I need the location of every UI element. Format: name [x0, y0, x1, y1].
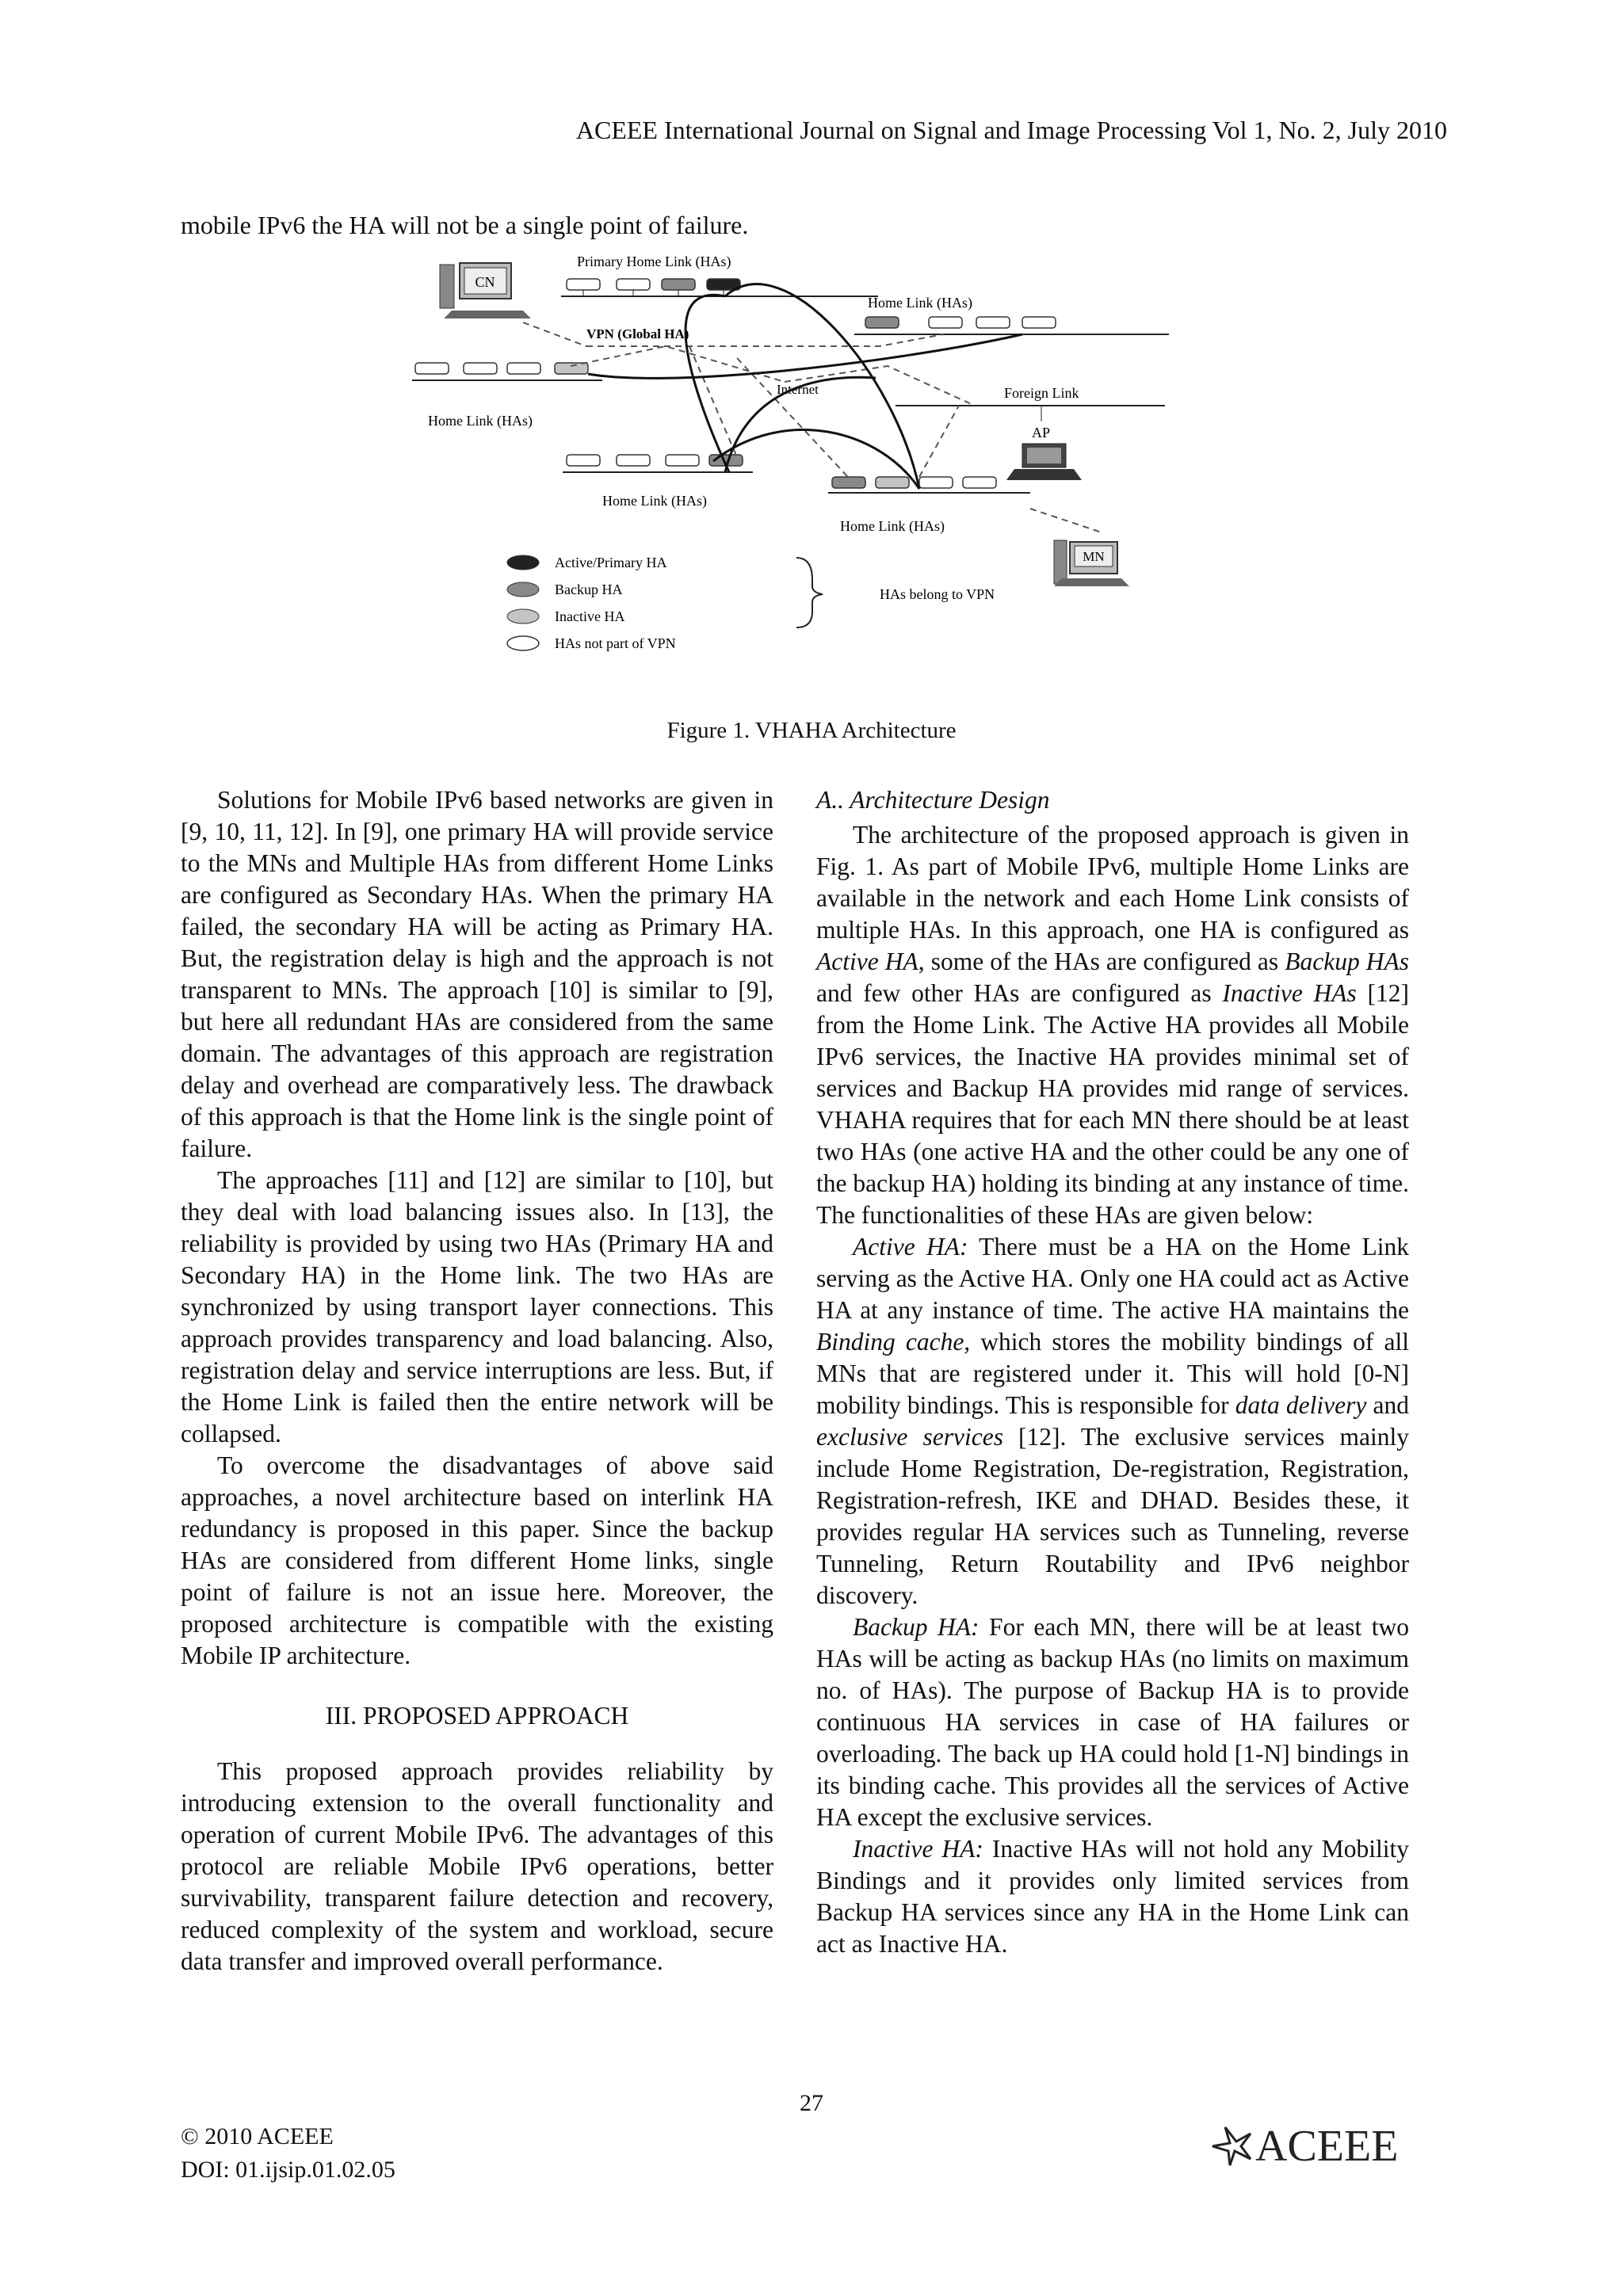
home-link-bottom-label: Home Link (HAs) [840, 518, 945, 534]
home-link-left-label: Home Link (HAs) [428, 413, 533, 429]
legend-not-vpn: HAs not part of VPN [555, 635, 676, 651]
legend-active: Active/Primary HA [555, 555, 667, 570]
figure-legend [507, 555, 995, 651]
mn-computer-icon [1054, 540, 1129, 586]
journal-header: ACEEE International Journal on Signal and Image Processing Vol 1, No. 2, July 2010 [575, 116, 1447, 144]
vpn-label: VPN (Global HA) [586, 326, 689, 341]
left-paragraph-4: This proposed approach provides reliability by introducing extension to the overall functionality and operation of current Mobile IPv6. The advantages of this protocol are reliable Mobile IPv6 operations, better survivability, transparent failure detection and recovery, reduced complexity of the system and workload, secure data transfer and improved overall performance. [181, 1757, 773, 1975]
home-link-center-label: Home Link (HAs) [602, 493, 707, 509]
ap-computer-icon [1006, 444, 1082, 480]
page-number: 27 [800, 2090, 823, 2116]
right-paragraph-backup-ha: Backup HA: For each MN, there will be at least two HAs will be acting as backup HAs (no limits on maximum no. of HAs). The purpose of Backup HA is to provide continuous HA services in case of HA failures or overloading. The back up HA could hold [1-N] bindings in its binding cache. This provides all the services of Active HA except the exclusive services. [816, 1613, 1410, 1831]
aceee-logo [1206, 2119, 1452, 2168]
left-paragraph-3: To overcome the disadvantages of above said approaches, a novel architecture based on interlink HA redundancy is proposed in this paper. Since the backup HAs are considered from different Home links, single point of failure is not an issue here. Moreover, the proposed architecture is compatible with the existing Mobile IP architecture. [181, 1451, 773, 1669]
doi: DOI: 01.ijsip.01.02.05 [181, 2157, 395, 2183]
home-link-right-label: Home Link (HAs) [868, 295, 972, 311]
star-logo-icon [1212, 2127, 1251, 2165]
left-column [181, 784, 773, 1978]
cn-computer-icon [440, 263, 531, 318]
mn-label: MN [1083, 549, 1105, 564]
legend-backup: Backup HA [555, 582, 623, 597]
copyright: © 2010 ACEEE [181, 2123, 334, 2149]
left-paragraph-1: Solutions for Mobile IPv6 based networks are given in [9, 10, 11, 12]. In [9], one primary HA will provide service to the MNs and Multiple HAs from different Home Links are configured as Secondary HAs. When the primary HA failed, the secondary HA will be acting as Primary HA. But, the registration delay is high and the approach is not transparent to MNs. The approach [10] is similar to [9], but here all redundant HAs are considered from the same domain. The advantages of this approach are registration delay and overhead are comparatively less. The drawback of this approach is that the Home link is the single point of failure. [181, 786, 773, 1162]
cn-label: CN [475, 274, 495, 290]
legend-inactive: Inactive HA [555, 608, 625, 624]
lead-sentence: mobile IPv6 the HA will not be a single point of failure. [181, 211, 749, 239]
section-heading: III. PROPOSED APPROACH [325, 1702, 629, 1730]
logo-text: ACEEE [1255, 2122, 1399, 2168]
right-paragraph-inactive-ha: Inactive HA: Inactive HAs will not hold any Mobility Bindings and it provides only limited services from Backup HA services since any HA in the Home Link can act as Inactive HA. [816, 1835, 1409, 1958]
primary-home-link-label: Primary Home Link (HAs) [577, 254, 731, 269]
right-paragraph-1: The architecture of the proposed approach is given in Fig. 1. As part of Mobile IPv6, multiple Home Links are available in the network and each Home Link consists of multiple HAs. In this approach, one HA is configured as Active HA, some of the HAs are configured as Backup HAs and few other HAs are configured as Inactive HAs [12] from the Home Link. The Active HA provides all Mobile IPv6 services, the Inactive HA provides minimal set of services and Backup HA provides mid range of services. VHAHA requires that for each MN there should be at least two HAs (one active HA and the other could be any one of the backup HA) holding its binding at any instance of time. The functionalities of these HAs are given below: [816, 821, 1409, 1229]
right-paragraph-active-ha: Active HA: There must be a HA on the Home Link serving as the Active HA. Only one HA could act as Active HA at any instance of time. The active HA maintains the Binding cache, which stores the mobility bindings of all MNs that are registered under it. This will hold [0-N] mobility bindings. This is responsible for data delivery and exclusive services [12]. The exclusive services mainly include Home Registration, De-registration, Registration, Registration-refresh, IKE and DHAD. Besides these, it provides regular HA services such as Tunneling, reverse Tunneling, Return Routability and IPv6 neighbor discovery. [816, 1233, 1409, 1609]
architecture-figure [404, 247, 1197, 723]
right-column [816, 784, 1409, 1960]
subsection-heading: A.. Architecture Design [816, 786, 1050, 814]
legend-group: HAs belong to VPN [880, 586, 995, 602]
figure-caption: Figure 1. VHAHA Architecture [666, 718, 957, 743]
left-paragraph-2: The approaches [11] and [12] are similar to [10], but they deal with load balancing issues also. In [13], the reliability is provided by using two HAs (Primary HA and Secondary HA) in the Home link. The two HAs are synchronized by using transport layer connections. This approach provides transparency and load balancing. Also, registration delay and service interruptions are less. But, if the Home Link is failed then the entire network will be collapsed. [181, 1166, 773, 1447]
copyright-block [181, 2120, 395, 2187]
ap-label: AP [1032, 425, 1051, 441]
primary-link-has [567, 279, 740, 296]
internet-label: Internet [777, 382, 819, 397]
foreign-link-label: Foreign Link [1004, 385, 1079, 401]
